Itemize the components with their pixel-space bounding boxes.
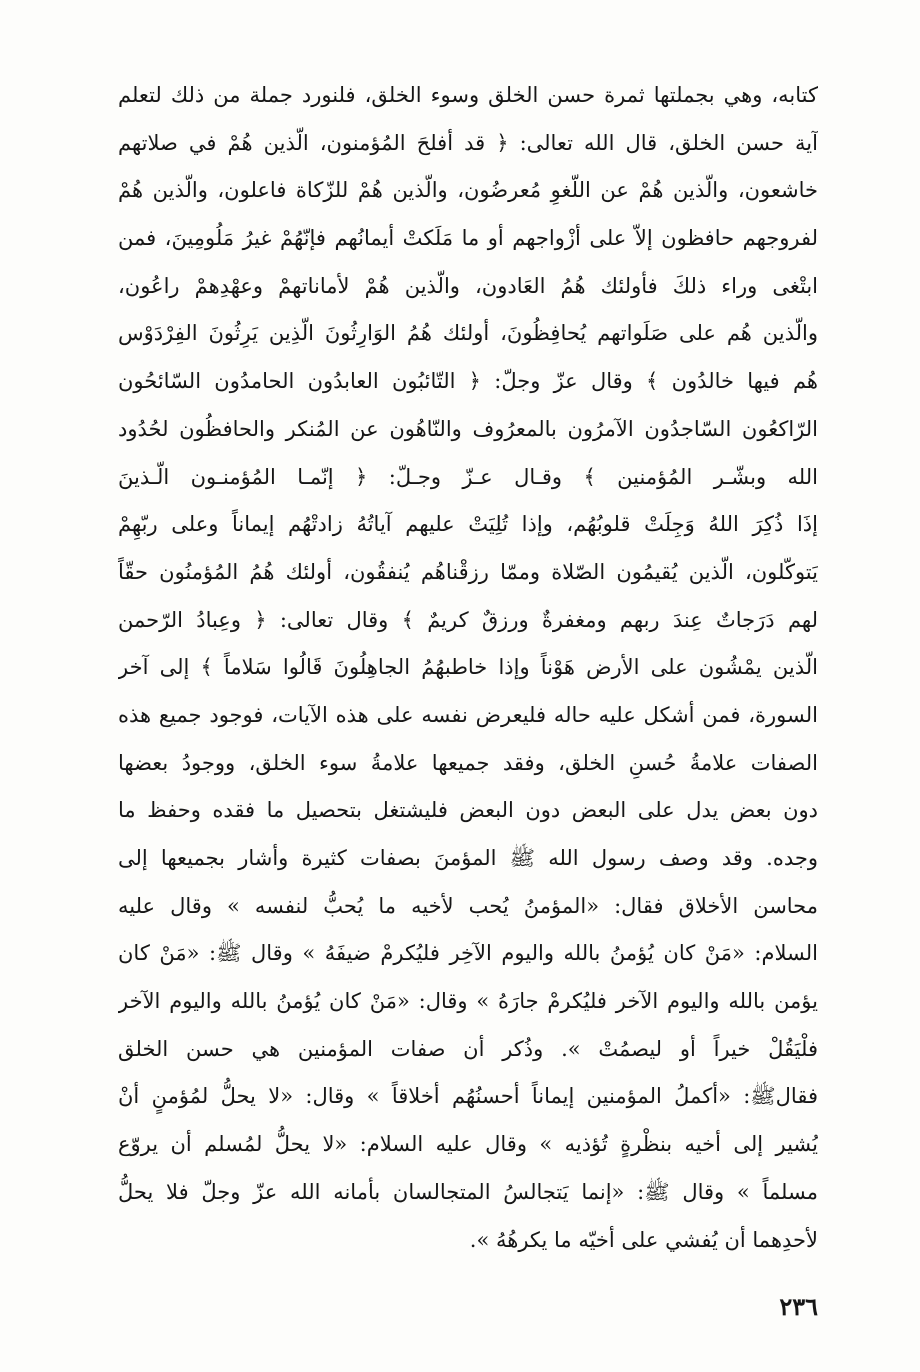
text-line: آية حسن الخلق، قال الله تعالى: ﴿ قد أفلحَ المُؤمنون، الّذين هُمْ في صلاتهم [118,130,818,155]
text-line: كتابه، وهي بجملتها ثمرة حسن الخلق وسوء الخلق، فلنورد جملة من ذلك لتعلم [118,83,818,107]
text-line: الّذين يمْشُون على الأرض هَوْناً وإذا خاطبهُمُ الجاهِلُونَ قَالُوا سَلاماً ﴾ إلى آخر [118,655,818,680]
text-line: ابتْغى وراء ذلكَ فأولئك هُمُ العَادون، والّذين هُمْ لأماناتهمْ وعهْدِهمْ راعُون، [118,273,818,298]
text-line: الصفات علامةُ حُسنِ الخلق، وفقد جميعها علامةُ سوء الخلق، ووجودُ بعضها [118,750,818,775]
text-line: دون بعض يدل على البعض دون البعض فليشتغل بتحصيل ما فقده وحفظ ما [118,798,818,823]
body-text [118,72,818,1264]
text-line: هُم فيها خالدُون ﴾ وقال عزّ وجلّ: ﴿ التّائبُون العابدُون الحامدُون السّائحُون [118,369,818,394]
text-line: يُشير إلى أخيه بنظْرةٍ تُؤذيه » وقال عليه السلام: «لا يحلُّ لمُسلم أن يروّع [118,1132,818,1157]
text-line: يَتوكّلون، الّذين يُقيمُون الصّلاة وممّا رزقْناهُم يُنفقُون، أولئك هُمُ المُؤمنُون حقّاً [118,559,818,584]
text-line: الرّاكعُون السّاجدُون الآمرُون بالمعرُوف والنّاهُون عن المُنكر والحافظُون لحُدُود [118,416,818,441]
text-line: وجده. وقد وصف رسول الله ﷺ المؤمنَ بصفات كثيرة وأشار بجميعها إلى [118,846,818,870]
page-number: ٢٣٦ [779,1292,818,1321]
text-line: إذَا ذُكِرَ اللهُ وَجِلَتْ قلوبُهُم، وإذا تُلِيَتْ عليهم آياتُهُ زادتْهُم إيماناً وعلى ربّهِمْ [118,512,818,537]
text-line: لفروجهم حافظون إلاّ على أزْواجهم أو ما مَلَكتْ أيمانُهم فإنّهُمْ غيرُ مَلُومِينَ، فمن [118,226,818,251]
text-line: مسلماً » وقال ﷺ: «إنما يَتجالسُ المتجالسان بأمانه الله عزّ وجلّ فلا يحلُّ [118,1179,818,1204]
text-line: لهم دَرَجاتٌ عِندَ ربهم ومغفرةٌ ورزقٌ كريمٌ ﴾ وقال تعالى: ﴿ وعِبادُ الرّحمن [118,607,818,632]
text-line: فلْيَقُلْ خيراً أو ليصمُتْ ». وذُكر أن صفات المؤمنين هي حسن الخلق [118,1036,818,1061]
text-line: والّذين هُم على صَلَواتهم يُحافِظُونَ، أولئك هُمُ الوَارِثُونَ الّذِين يَرِثُونَ الفِرْدَوْس [118,321,818,346]
text-line: محاسن الأخلاق فقال: «المؤمنُ يُحب لأخيه ما يُحبُّ لنفسه » وقال عليه [118,893,818,918]
text-line: يؤمن بالله واليوم الآخر فليُكرمْ جارَهُ » وقال: «مَنْ كان يُؤمنُ بالله واليوم الآخر [118,989,818,1014]
text-line: خاشعون، والّذين هُمْ عن اللّغوِ مُعرضُون، والّذين هُمْ للزّكاة فاعلون، والّذين هُمْ [118,178,818,203]
text-line: السورة، فمن أشكل عليه حاله فليعرض نفسه على هذه الآيات، فوجود جميع هذه [118,702,818,727]
text-line: فقالﷺ: «أكملُ المؤمنين إيماناً أحسنُهُم أخلاقاً » وقال: «لا يحلُّ لمُؤمنٍ أنْ [118,1084,818,1109]
text-line: الله وبشّـر المُؤمنين ﴾ وقـال عـزّ وجـلّ: ﴿ إنّمـا المُؤمنـون الّـذينَ [118,464,818,489]
text-line: السلام: «مَنْ كان يُؤمنُ بالله واليوم الآخِر فليُكرمْ ضيفَهُ » وقال ﷺ: «مَنْ كان [118,941,818,966]
text-line: لأحدِهما أن يُفشي على أخيّه ما يكرهُهُ ». [469,1227,818,1252]
